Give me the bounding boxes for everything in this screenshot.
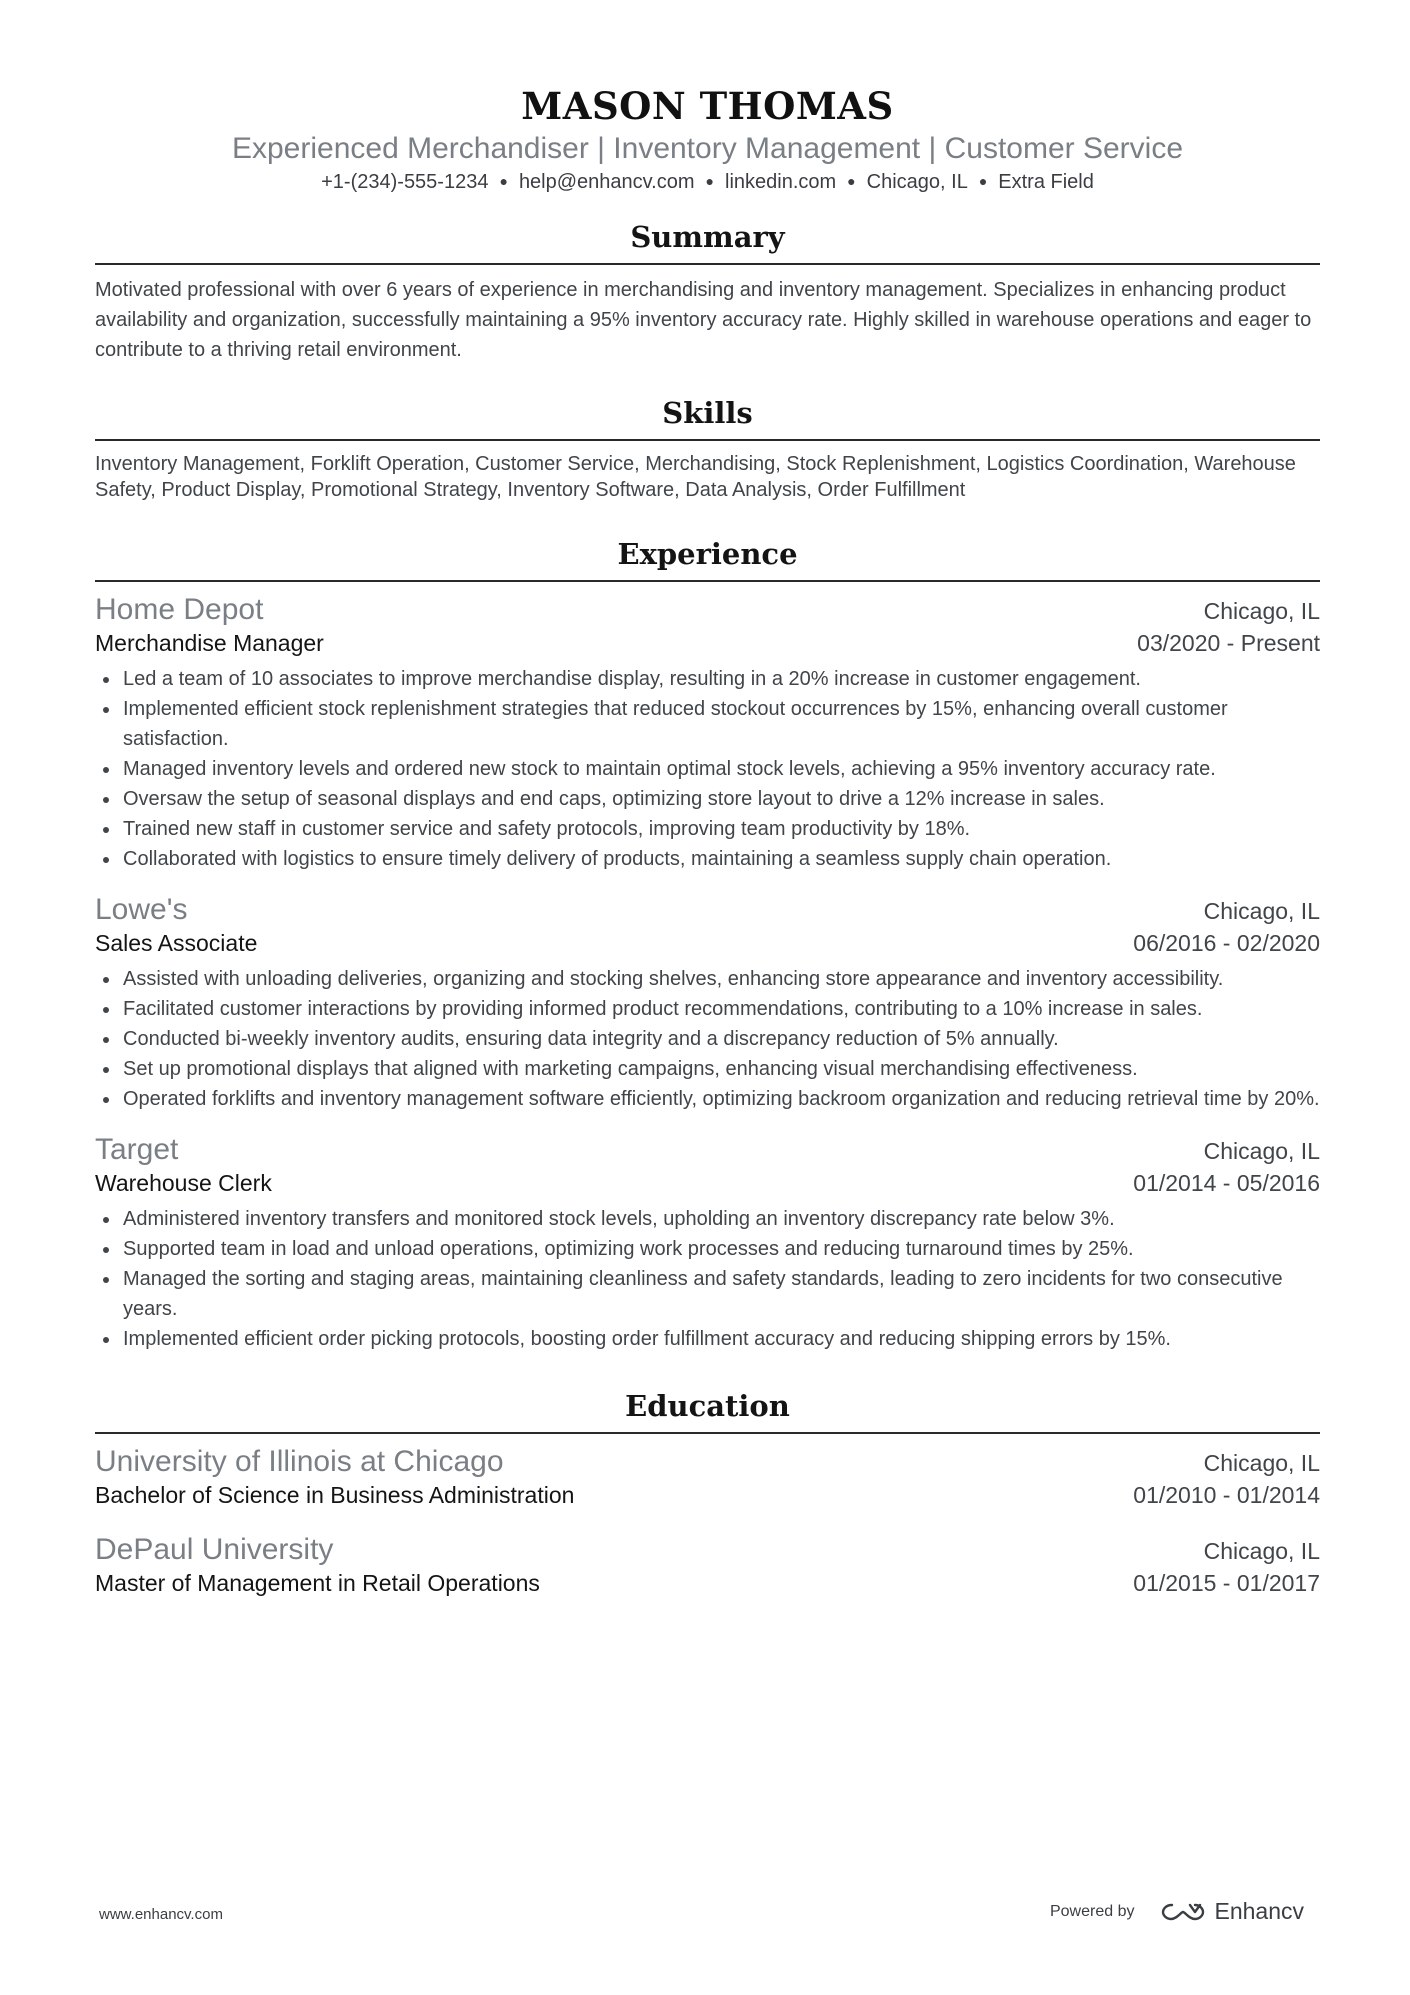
entry-header-row [95,1132,1320,1168]
contact-email[interactable]: help@enhancv.com [518,171,695,193]
candidate-name: MASON THOMAS [521,84,894,128]
entry-header-row [95,592,1320,628]
achievement-item: Managed inventory levels and ordered new stock to maintain optimal stock levels, achieving a 95% inventory accuracy rate. [95,754,1320,784]
school-name: University of Illinois at Chicago [95,1445,504,1478]
enhancv-logo-icon [1160,1901,1206,1923]
education-entry [95,1532,1320,1598]
education-section [95,1388,1320,1598]
bullet-separator: ● [978,173,988,189]
achievement-list [95,964,1320,1114]
enhancv-brand-link[interactable] [1160,1898,1304,1925]
achievement-item: Supported team in load and unload operations, optimizing work processes and reducing turnaround times by 25%. [95,1234,1320,1264]
achievement-item: Administered inventory transfers and monitored stock levels, upholding an inventory discrepancy rate below 3%. [95,1204,1320,1234]
bullet-separator: ● [847,173,856,189]
experience-section [95,536,1320,1354]
achievement-item: Trained new staff in customer service and safety protocols, improving team productivity by 18%. [95,814,1320,844]
footer-website-link[interactable]: www.enhancv.com [99,1906,223,1923]
school-location: Chicago, IL [1203,1450,1320,1476]
skills-section [95,395,1320,503]
education-dates: 01/2015 - 01/2017 [1133,1570,1320,1596]
resume-content [95,84,1320,1598]
entry-role-row [95,628,1320,658]
job-title: Merchandise Manager [95,630,324,656]
achievement-item: Implemented efficient order picking protocols, boosting order fulfillment accuracy and reducing shipping errors by 15%. [95,1324,1320,1354]
section-title-experience: Experience [95,536,1320,582]
entry-role-row [95,1168,1320,1198]
degree-title: Master of Management in Retail Operations [95,1570,540,1596]
degree-title: Bachelor of Science in Business Administration [95,1482,575,1508]
section-title-summary: Summary [95,219,1320,265]
job-dates: 06/2016 - 02/2020 [1133,930,1320,956]
entry-header-row [95,1444,1320,1480]
achievement-item: Managed the sorting and staging areas, maintaining cleanliness and safety standards, leading to zero incidents for two consecutive years. [95,1264,1320,1324]
bullet-separator: ● [499,173,508,189]
summary-text: Motivated professional with over 6 years of experience in merchandising and inventory management. Specializes in enhancing product availability and organization, successfully maintaining a 95% inventory accuracy rate. Highly skilled in warehouse operations and eager to contribute to a thriving retail environment. [95,279,1312,361]
summary-section [95,219,1320,365]
achievement-item: Operated forklifts and inventory management software efficiently, optimizing backroom organization and reducing retrieval time by 20%. [95,1084,1320,1114]
entry-header-row [95,892,1320,928]
achievement-item: Collaborated with logistics to ensure timely delivery of products, maintaining a seamless supply chain operation. [95,844,1320,874]
job-dates: 03/2020 - Present [1137,630,1320,656]
company-location: Chicago, IL [1203,598,1320,624]
footer-branding [1050,1898,1304,1925]
education-dates: 01/2010 - 01/2014 [1133,1482,1320,1508]
experience-entry [95,592,1320,874]
contact-phone: +1-(234)-555-1234 [321,171,489,193]
achievement-list [95,664,1320,874]
bullet-separator: ● [705,173,714,189]
company-name: Target [95,1133,179,1166]
contact-extra: Extra Field [998,171,1094,193]
achievement-item: Oversaw the setup of seasonal displays and end caps, optimizing store layout to drive a 12% increase in sales. [95,784,1320,814]
enhancv-brand-name: Enhancv [1214,1898,1304,1924]
contact-location: Chicago, IL [866,171,968,193]
achievement-item: Implemented efficient stock replenishment strategies that reduced stockout occurrences by 15%, enhancing overall customer satisfaction. [95,694,1320,754]
contact-line [95,168,1320,194]
section-title-education: Education [95,1388,1320,1434]
job-dates: 01/2014 - 05/2016 [1133,1170,1320,1196]
company-name: Home Depot [95,593,264,626]
experience-entry [95,892,1320,1114]
school-name: DePaul University [95,1533,334,1566]
contact-linkedin[interactable]: linkedin.com [725,171,837,193]
achievement-item: Conducted bi-weekly inventory audits, ensuring data integrity and a discrepancy reduction of 5% annually. [95,1024,1320,1054]
achievement-item: Facilitated customer interactions by providing informed product recommendations, contributing to a 10% increase in sales. [95,994,1320,1024]
company-location: Chicago, IL [1203,898,1320,924]
job-title: Warehouse Clerk [95,1170,272,1196]
section-title-skills: Skills [95,395,1320,441]
achievement-list [95,1204,1320,1354]
experience-entry [95,1132,1320,1354]
entry-degree-row [95,1568,1320,1598]
skills-text: Inventory Management, Forklift Operation, Customer Service, Merchandising, Stock Replenishment, Logistics Coordination, Warehouse Safety, Product Display, Promotional Strategy, Inventory Software, Data Analysis, Order Fulfillment [95,453,1296,501]
achievement-item: Led a team of 10 associates to improve merchandise display, resulting in a 20% increase in customer engagement. [95,664,1320,694]
company-name: Lowe's [95,893,188,926]
education-entry [95,1444,1320,1510]
company-location: Chicago, IL [1203,1138,1320,1164]
powered-by-label: Powered by [1049,1902,1135,1920]
school-location: Chicago, IL [1203,1538,1320,1564]
achievement-item: Assisted with unloading deliveries, organizing and stocking shelves, enhancing store appearance and inventory accessibility. [95,964,1320,994]
entry-degree-row [95,1480,1320,1510]
achievement-item: Set up promotional displays that aligned with marketing campaigns, enhancing visual merchandising effectiveness. [95,1054,1320,1084]
candidate-headline: Experienced Merchandiser | Inventory Management | Customer Service [231,132,1184,165]
entry-header-row [95,1532,1320,1568]
entry-role-row [95,928,1320,958]
job-title: Sales Associate [95,930,258,956]
